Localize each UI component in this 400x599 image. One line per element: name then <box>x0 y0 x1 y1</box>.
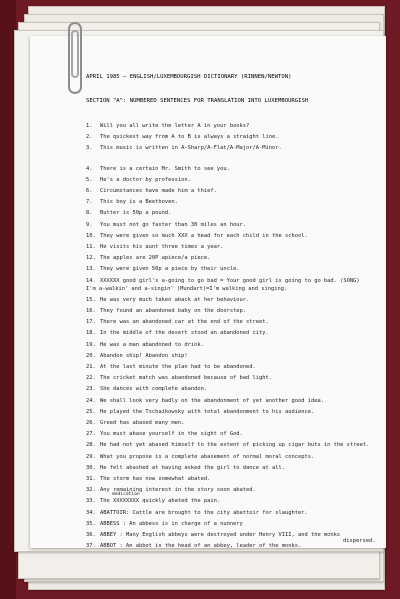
sentence-number: 15. <box>86 296 96 303</box>
sentence-text: Circumstances have made him a thief. <box>100 188 217 194</box>
sentence-text: This boy is a Beethoven. <box>100 199 178 206</box>
sentence-item-18 <box>86 330 269 337</box>
sentence-item-6 <box>86 188 217 195</box>
sentence-item-36 <box>86 532 340 539</box>
sentence-text: Abandon ship! Abandon ship! <box>100 352 188 359</box>
sentence-number: 10. <box>86 232 96 239</box>
sentence-item-24 <box>86 398 324 405</box>
sentence-number: 30. <box>86 464 96 471</box>
sentence-number: 26. <box>86 420 96 426</box>
sentence-number: 5. <box>86 176 93 183</box>
sentence-number: 3. <box>86 145 93 152</box>
sentence-text: The cricket match was abandoned because of bad light. <box>100 375 273 382</box>
sentence-text: At the last minute the plan had to be abandoned. <box>100 364 256 370</box>
sentence-item-29 <box>86 454 314 461</box>
document-title: APRIL 1985 — ENGLISH/LUXEMBOURGISH DICTIONARY (RINNEN/NEWTON) <box>86 74 292 80</box>
sentence-number: 6. <box>86 188 93 194</box>
sentence-item-1 <box>86 123 249 130</box>
sentence-item-14 <box>86 278 360 285</box>
sentence-item-26 <box>86 420 184 427</box>
sentence-text: There was an abandoned car at the end of the street. <box>100 319 269 326</box>
sentence-item-10 <box>86 233 308 240</box>
sentence-item-30 <box>86 465 285 472</box>
sentence-number: 37. <box>86 543 96 550</box>
sentence-number: 2. <box>86 134 93 141</box>
sentence-number: 12. <box>86 255 96 262</box>
sentence-item-3 <box>86 145 282 152</box>
sentence-number: 21. <box>86 364 96 370</box>
sentence-item-28 <box>86 442 369 449</box>
sentence-text: This music is written in A-Sharp/A-Flat/A-Major/A-Minor. <box>100 145 282 152</box>
sentence-number: 20. <box>86 352 96 359</box>
sentence-text: He was very much taken aback at her behaviour. <box>100 296 250 303</box>
sentence-number: 22. <box>86 375 96 382</box>
sentence-number: 13. <box>86 266 96 273</box>
sentence-text: He played the Tschaikowsky with total abandonment to his audience. <box>100 408 315 415</box>
sentence-number: 23. <box>86 386 96 393</box>
sentence-item-37 <box>86 543 301 550</box>
sentence-number: 7. <box>86 199 93 206</box>
sentence-text: Greed has abased many men. <box>100 420 185 426</box>
sentence-text: He felt abashed at having asked the girl to dance at all. <box>100 464 285 471</box>
sentence-number: 1. <box>86 123 93 129</box>
sentence-number: 19. <box>86 341 96 348</box>
sentence-number: 27. <box>86 431 96 438</box>
handwritten-correction: medication <box>112 492 140 498</box>
sentence-text: ABBESS : An abbess is in charge of a nunnery <box>100 520 243 527</box>
sentence-item-5 <box>86 177 191 184</box>
sentence-item-34 <box>86 510 308 517</box>
sentence-text: They were given 50p a piece by their uncle. <box>100 266 240 273</box>
sentence-item-33 <box>86 498 220 505</box>
sentence-text: He visits his aunt three times a year. <box>100 244 224 250</box>
sentence-item-21 <box>86 364 256 371</box>
sentence-item-2 <box>86 134 279 141</box>
sentence-text: In the middle of the desert stood an abandoned city. <box>100 330 269 337</box>
sentence-number: 14. <box>86 277 96 284</box>
sentence-item-12 <box>86 255 210 262</box>
sentence-number: 33. <box>86 498 96 505</box>
sentence-text: The XXXXXXXX quickly abated the pain. <box>100 498 221 505</box>
sentence-item-4 <box>86 166 230 173</box>
sentence-number: 11. <box>86 244 96 250</box>
sentence-text: The quickest way from A to B is always a straight line. <box>100 134 279 141</box>
sentence-text: The apples are 20P apiece/a piece. <box>100 255 211 262</box>
sentence-item-8 <box>86 210 171 217</box>
sentence-item-19 <box>86 342 204 349</box>
sentence-item-31 <box>86 476 210 483</box>
sentence-number: 34. <box>86 509 96 516</box>
sentence-number: 31. <box>86 476 96 482</box>
sentence-number: 35. <box>86 520 96 527</box>
sentence-item-9 <box>86 222 246 229</box>
sentence-text: Any remaining interest in the story soon abated. <box>100 487 256 494</box>
section-heading: SECTION "A": NUMBERED SENTENCES FOR TRANSLATION INTO LUXEMBOURGISH <box>86 98 309 104</box>
sentence-text: We shall look very badly on the abandonment of yet another good idea. <box>100 397 324 404</box>
sentence-item-20 <box>86 353 188 360</box>
sentence-text: Will you all write the letter A in your books? <box>100 123 250 129</box>
sentence-item-16 <box>86 308 246 315</box>
sentence-item-11 <box>86 244 223 251</box>
sentence-text: Butter is 50p a pound. <box>100 210 172 217</box>
sentence-text: ABBEY : Many English abbeys were destroyed under Henry VIII, and the monks <box>100 532 341 538</box>
sentence-text: She dances with complete abandon. <box>100 386 208 393</box>
sentence-text: ABATTOIR: Cattle are brought to the city abattoir for slaughter. <box>100 509 308 516</box>
sentence-item-7 <box>86 199 178 206</box>
sentence-text: He's a doctor by profession. <box>100 176 191 183</box>
sentence-item-27 <box>86 431 243 438</box>
sentence-item-22 <box>86 375 272 382</box>
paperclip-inner-loop <box>71 30 79 78</box>
sentence-text: ABBOT : An abbot is the head of an abbey, leader of the monks. <box>100 543 302 550</box>
sentence-item-17 <box>86 319 269 326</box>
sentence-text: He was a man abandoned to drink. <box>100 341 204 348</box>
sentence-text: What you propose is a complete abasement of normal moral concepts. <box>100 453 315 460</box>
sentence-text: The storm has now somewhat abated. <box>100 476 211 482</box>
sentence-text: You must abase yourself in the sight of God. <box>100 431 243 438</box>
sentence-number: 25. <box>86 408 96 415</box>
sentence-text: XXXXXX good girl's a-going to go bad = Your good girl is going to go bad. (SONG) <box>100 277 360 284</box>
sentence-item-23 <box>86 386 207 393</box>
sentence-number: 18. <box>86 330 96 337</box>
sentence-text: There is a certain Mr. Smith to see you. <box>100 165 230 172</box>
sentence-number: 28. <box>86 442 96 449</box>
sentence-item-13 <box>86 266 240 273</box>
sentence-item-25 <box>86 409 314 416</box>
sentence-text: You must not go faster than 30 miles an hour. <box>100 221 247 228</box>
sentence-number: 16. <box>86 308 96 314</box>
sentence-number: 24. <box>86 397 96 404</box>
sentence-number: 4. <box>86 165 93 172</box>
sentence-text: They found an abandoned baby on the doorstep. <box>100 308 247 314</box>
item-14-continuation: I'm a-walkin' and a-singin' (Mundart)=I'm walking and singing. <box>86 285 288 292</box>
item-36-continuation: dispersed. <box>343 538 376 544</box>
sentence-number: 32. <box>86 487 96 494</box>
sentence-text: They were given so much XXX a head for each child in the school. <box>100 232 308 239</box>
sentence-number: 17. <box>86 319 96 326</box>
sentence-number: 9. <box>86 221 93 228</box>
sentence-number: 36. <box>86 532 96 538</box>
sentence-number: 29. <box>86 453 96 460</box>
sentence-item-15 <box>86 297 249 304</box>
sentence-number: 8. <box>86 210 93 217</box>
sentence-item-35 <box>86 521 243 528</box>
sentence-text: He had not yet abased himself to the extent of picking up cigar buts in the street. <box>100 442 370 449</box>
